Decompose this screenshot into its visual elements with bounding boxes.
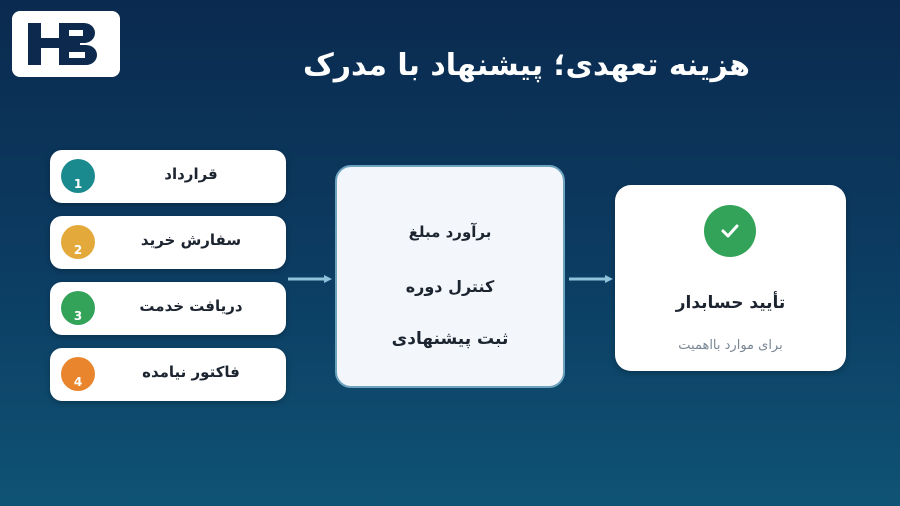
- step-card-contract: [50, 150, 286, 203]
- step-number-badge: 1: [61, 159, 95, 193]
- step-label: فاکتور نیامده: [142, 363, 240, 381]
- process-item-proposed-entry: ثبت پیشنهادی: [391, 329, 509, 349]
- company-logo: [12, 11, 120, 77]
- step-number-badge: 4: [61, 357, 95, 391]
- hb-logo-icon: [26, 20, 106, 68]
- arrow-right-icon: [569, 272, 615, 286]
- process-item-estimate: برآورد مبلغ: [408, 223, 492, 241]
- page-title: هزینه تعهدی؛ پیشنهاد با مدرک: [303, 48, 750, 83]
- step-label: سفارش خرید: [140, 231, 242, 249]
- arrow-right-icon: [288, 272, 334, 286]
- step-card-invoice-missing: [50, 348, 286, 401]
- step-number-badge: 2: [61, 225, 95, 259]
- step-card-service-received: [50, 282, 286, 335]
- approval-subtitle: برای موارد بااهمیت: [678, 338, 783, 353]
- process-box: [335, 165, 565, 388]
- check-icon: [704, 205, 756, 257]
- approval-title: تأیید حسابدار: [675, 293, 786, 313]
- step-label: قرارداد: [164, 165, 218, 183]
- approval-card: [615, 185, 846, 371]
- step-card-purchase-order: [50, 216, 286, 269]
- step-label: دریافت خدمت: [139, 297, 243, 315]
- process-item-period-control: کنترل دوره: [405, 277, 495, 296]
- step-number-badge: 3: [61, 291, 95, 325]
